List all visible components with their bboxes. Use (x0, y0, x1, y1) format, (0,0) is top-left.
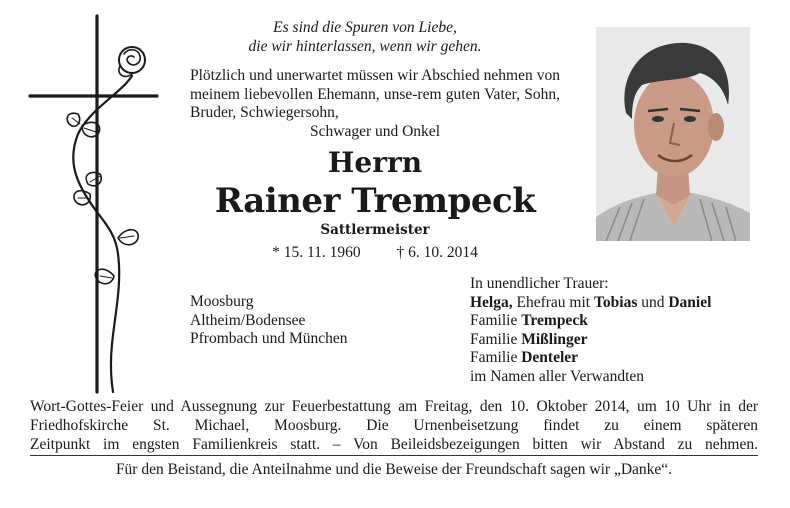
places-list (190, 293, 450, 349)
death-date: † 6. 10. 2014 (396, 244, 478, 261)
mourner-text: Familie (470, 330, 522, 348)
mourner-text: Familie (470, 349, 522, 366)
portrait-photo (596, 27, 750, 241)
mourner-text: Familie (470, 312, 522, 329)
thanks-line: Für den Beistand, die Anteilnahme und die Beweise der Freundschaft sagen wir „Danke“. (115, 461, 673, 478)
cross-with-rose-icon (20, 14, 165, 394)
place-item: Pfrombach und München (190, 330, 348, 347)
mourner-text: und (637, 293, 669, 311)
deceased-name: Rainer Trempeck (214, 181, 536, 221)
mourners-list (470, 275, 770, 386)
mourner-name: Tobias (593, 293, 638, 311)
quote-line-1: Es sind die Spuren von Liebe, (273, 19, 457, 36)
mourner-line (470, 294, 770, 313)
mourner-name: Trempeck (521, 312, 588, 329)
mourner-text: Ehefrau mit (512, 293, 594, 311)
intro-paragraph (190, 67, 560, 141)
mourner-line (470, 349, 770, 368)
mourners-heading: In unendlicher Trauer: (470, 275, 609, 292)
quote (170, 18, 560, 56)
occupation: Sattlermeister (320, 222, 430, 238)
mourner-name: Helga, (470, 293, 513, 311)
divider (30, 455, 758, 456)
life-dates (190, 243, 560, 263)
mourner-line (470, 331, 770, 350)
service-last-line: Zeitpunkt im engsten Familienkreis statt. – Von Beileidsbezeigungen bitten wir Abstand zu nehmen. (30, 436, 758, 453)
mourner-name: Mißlinger (521, 330, 588, 348)
service-notice (30, 397, 758, 454)
quote-line-2: die wir hinterlassen, wenn wir gehen. (248, 38, 482, 55)
intro-text: Plötzlich und unerwartet müssen wir Abschied nehmen von meinem liebevollen Ehemann, unse-rem guten Vater, Sohn, Bruder, Schwiegersohn, (190, 67, 560, 121)
mourner-line (470, 312, 770, 331)
birth-date: * 15. 11. 1960 (272, 244, 361, 261)
salutation: Herrn (327, 146, 423, 179)
mourner-name: Daniel (668, 293, 712, 311)
mourner-line: im Namen aller Verwandten (470, 367, 645, 385)
service-text: Wort-Gottes-Feier und Aussegnung zur Feuerbestattung am Freitag, den 10. Oktober 2014, um 10 Uhr in der Friedhofskirche St. Michael, Moosburg. Die Urnenbeisetzung findet zu einem späteren (30, 398, 758, 434)
intro-last-line: Schwager und Onkel (310, 122, 440, 140)
mourner-name: Denteler (521, 349, 579, 366)
place-item: Altheim/Bodensee (190, 311, 306, 329)
place-item: Moosburg (190, 293, 254, 310)
